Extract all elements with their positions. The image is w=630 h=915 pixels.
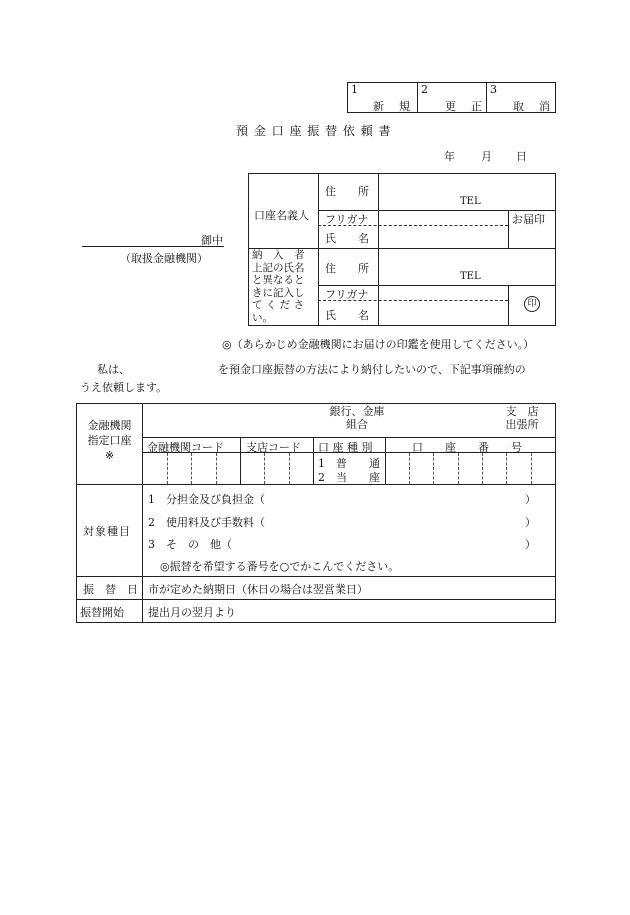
bank-name-field[interactable] bbox=[144, 405, 309, 436]
account-type-label: 口 座 種 別 bbox=[318, 441, 373, 454]
holder-furigana-label: フリガナ bbox=[325, 213, 369, 226]
holder-address-field[interactable] bbox=[379, 174, 508, 210]
target-item-2-close: ） bbox=[525, 516, 536, 529]
transfer-date-label: 振 替 日 bbox=[83, 583, 138, 596]
holder-name-field[interactable] bbox=[379, 226, 508, 248]
type-option-2-label[interactable]: 更 正 bbox=[445, 100, 484, 113]
account-number-label: 口 座 番 号 bbox=[412, 441, 522, 454]
transfer-start-label: 振替開始 bbox=[80, 606, 124, 619]
type-option-1-label[interactable]: 新 規 bbox=[373, 100, 412, 113]
holder-address-label: 住 所 bbox=[325, 185, 369, 198]
date-month-label: 月 bbox=[481, 150, 492, 163]
request-line2: うえ依頼します。 bbox=[80, 381, 168, 394]
document-title: 預 金 口 座 振 替 依 頼 書 bbox=[236, 124, 392, 138]
type-option-1-number: 1 bbox=[351, 83, 358, 96]
request-item-blank-field[interactable] bbox=[130, 359, 214, 375]
holder-seal-area[interactable] bbox=[509, 225, 555, 248]
holder-furigana-field[interactable] bbox=[379, 211, 508, 225]
transfer-start-value: 提出月の翌月より bbox=[148, 606, 236, 619]
bank-row-label: 金融機関 指定口座 ※ bbox=[87, 419, 132, 462]
payer-name-label: 氏 名 bbox=[325, 309, 369, 322]
addressee-caption: （取扱金融機関） bbox=[120, 252, 208, 265]
request-line1-end: を預金口座振替の方法により納付したいので、下記事項確約の bbox=[218, 363, 526, 376]
account-number-field[interactable] bbox=[386, 453, 555, 484]
seal-note: ◎（あらかじめ金融機関にお届けの印鑑を使用してください。） bbox=[222, 338, 535, 351]
payer-address-label: 住 所 bbox=[325, 262, 369, 275]
transfer-date-value: 市が定めた納期日（休日の場合は翌営業日） bbox=[148, 583, 368, 596]
type-option-2-number: 2 bbox=[421, 83, 428, 96]
target-item-1-close: ） bbox=[525, 493, 536, 506]
payer-furigana-label: フリガナ bbox=[325, 288, 369, 301]
payer-furigana-field[interactable] bbox=[379, 286, 508, 300]
branch-type-options: 支 店 出張所 bbox=[505, 405, 539, 431]
bank-code-field[interactable] bbox=[143, 453, 240, 484]
holder-seal-label: お届印 bbox=[512, 213, 545, 226]
holder-section-label: 口座名義人 bbox=[254, 209, 309, 222]
payer-section-label: 納 入 者 上記の氏名 と異なると きに記入し て く だ さ い。 bbox=[252, 249, 305, 324]
payer-seal-stamp-icon[interactable]: 印 bbox=[524, 296, 540, 312]
payer-name-field[interactable] bbox=[379, 301, 508, 325]
target-label: 対象種目 bbox=[83, 525, 131, 538]
target-item-2[interactable]: 2 使用料及び手数料（ bbox=[148, 516, 265, 529]
branch-name-field[interactable] bbox=[405, 405, 489, 436]
target-item-1[interactable]: 1 分担金及び負担金（ bbox=[148, 493, 265, 506]
bank-type-options: 銀行、金庫 組合 bbox=[329, 405, 385, 431]
type-option-3-number: 3 bbox=[490, 83, 497, 96]
target-note: ◎振替を希望する番号を○でかこんでください。 bbox=[160, 560, 400, 573]
holder-name-label: 氏 名 bbox=[325, 232, 369, 245]
date-day-label: 日 bbox=[516, 150, 527, 163]
branch-code-label: 支店コード bbox=[246, 441, 301, 454]
payer-tel-label: TEL bbox=[460, 271, 481, 282]
date-year-label: 年 bbox=[444, 150, 455, 163]
request-line1-start: 私は、 bbox=[97, 363, 130, 376]
account-type-current[interactable]: 2 当 座 bbox=[318, 471, 380, 484]
addressee-suffix: 御中 bbox=[201, 234, 223, 247]
type-option-3-label[interactable]: 取 消 bbox=[513, 100, 552, 113]
target-item-3-close: ） bbox=[525, 538, 536, 551]
holder-tel-label: TEL bbox=[460, 196, 481, 207]
account-type-ordinary[interactable]: 1 普 通 bbox=[318, 457, 380, 470]
bank-code-label: 金融機関コード bbox=[147, 441, 224, 454]
target-item-3[interactable]: 3 そ の 他（ bbox=[148, 538, 232, 551]
branch-code-field[interactable] bbox=[241, 453, 313, 484]
